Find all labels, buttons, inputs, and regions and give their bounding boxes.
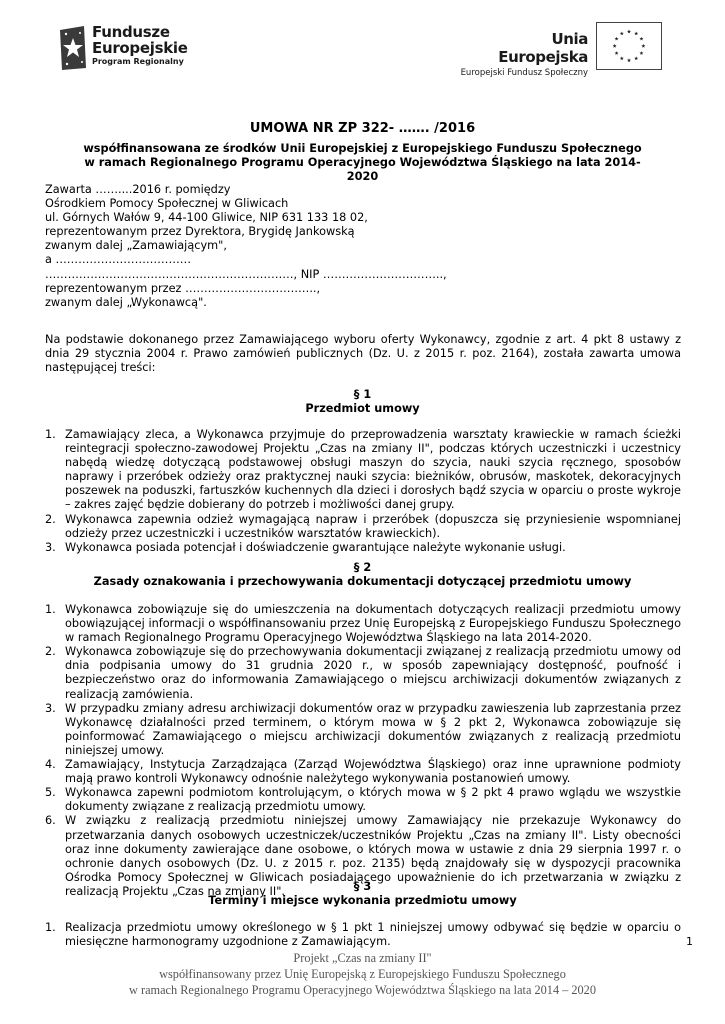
eu-star-icon bbox=[627, 58, 631, 62]
ue-logo-line1: Unia Europejska bbox=[498, 30, 588, 66]
fe-logo-line1: Fundusze bbox=[92, 23, 170, 41]
parties-line: reprezentowanym przez …………………………….., bbox=[45, 281, 321, 295]
eu-star-icon bbox=[634, 31, 638, 35]
page-number: 1 bbox=[686, 935, 693, 948]
eu-star-icon bbox=[620, 31, 624, 35]
parties-line: Ośrodkiem Pomocy Społecznej w Gliwicach bbox=[45, 197, 289, 211]
eu-star-icon bbox=[615, 37, 619, 41]
section-1-mark: § 1 bbox=[353, 388, 372, 401]
contract-subtitle: współfinansowana ze środków Unii Europejskiej z Europejskiego Funduszu Społecznego w ramach Regionalnego Programu Operacyjnego Województwa Śląskiego na lata 2014-2020 bbox=[83, 142, 642, 183]
eu-star-icon bbox=[634, 56, 638, 60]
section-3-list bbox=[45, 921, 681, 949]
eu-star-icon bbox=[620, 56, 624, 60]
parties-line: ul. Górnych Wałów 9, 44-100 Gliwice, NIP 631 133 18 02, bbox=[45, 211, 368, 225]
eu-star-icon bbox=[627, 30, 631, 34]
page-footer bbox=[0, 950, 725, 998]
fe-logo-line2: Europejskie bbox=[92, 39, 188, 57]
unia-europejska-logo bbox=[460, 22, 670, 78]
section-3-heading: Terminy i miejsce wykonania przedmiotu umowy bbox=[208, 894, 517, 907]
fe-star-icon bbox=[58, 24, 88, 72]
contract-title: UMOWA NR ZP 322- ……. /2016 bbox=[249, 121, 476, 136]
intro-paragraph: Na podstawie dokonanego przez Zamawiającego wyboru oferty Wykonawcy, zgodnie z art. 4 pkt 8 ustawy z dnia 29 stycznia 2004 r. Prawo zamówień publicznych (Dz. U. z 2015 r. poz. 2164), została zawarta umowa następującej treści: bbox=[45, 333, 681, 375]
section-1-list bbox=[45, 428, 681, 555]
eu-star-icon bbox=[639, 37, 643, 41]
list-item: 1. Realizacja przedmiotu umowy określonego w § 1 pkt 1 niniejszej umowy odbywać się będzie w oparciu o miesięczne harmonogramy uzgodnione z Zamawiającym. bbox=[45, 921, 681, 949]
footer-line: Projekt „Czas na zmiany II" bbox=[293, 951, 432, 965]
parties-line: …………………………………………………………, NIP ………………………….., bbox=[45, 267, 447, 281]
footer-line: współfinansowany przez Unię Europejską z Europejskiego Funduszu Społecznego bbox=[159, 967, 566, 981]
eu-star-icon bbox=[613, 44, 617, 48]
eu-star-icon bbox=[641, 44, 645, 48]
list-item: 2. Wykonawca zobowiązuje się do przechowywania dokumentacji związanej z realizacją przedmiotu umowy od dnia podpisania umowy do 31 grudnia 2020 r., w sposób zapewniający dostępność, poufność i bezpieczeństwo oraz do informowania Zamawiającego o miejscu archiwizacji dokumentów związanych z realizacją zamówienia. bbox=[45, 645, 681, 701]
footer-line: w ramach Regionalnego Programu Operacyjnego Województwa Śląskiego na lata 2014 – 2020 bbox=[129, 983, 596, 997]
list-item: 4. Zamawiający, Instytucja Zarządzająca (Zarząd Województwa Śląskiego) oraz inne uprawnione podmioty mają prawo kontroli Wykonawcy odnośnie należytego wykonywania postanowień umowy. bbox=[45, 758, 681, 786]
parties-line: zwanym dalej „Zamawiającym", bbox=[45, 239, 227, 253]
fe-logo-line3: Program Regionalny bbox=[92, 57, 184, 66]
section-2-list bbox=[45, 603, 681, 899]
parties-line: a ……………………………… bbox=[45, 253, 192, 267]
eu-star-icon bbox=[615, 51, 619, 55]
fundusze-europejskie-logo bbox=[58, 22, 188, 74]
list-item: 2. Wykonawca zapewnia odzież wymagającą napraw i przeróbek (dopuszcza się przyniesienie wspomnianej odzieży przez uczestniczki i uczestników warsztatów krawieckich). bbox=[45, 512, 681, 540]
list-item: 5. Wykonawca zapewni podmiotom kontrolującym, o których mowa w § 2 pkt 4 prawo wglądu we wszystkie dokumenty związane z realizacją przedmiotu umowy. bbox=[45, 786, 681, 814]
parties-line: Zawarta ……....2016 r. pomiędzy bbox=[45, 183, 231, 196]
parties-line: reprezentowanym przez Dyrektora, Brygidę Jankowską bbox=[45, 225, 355, 239]
section-1-heading: Przedmiot umowy bbox=[305, 402, 420, 415]
list-item: 1. Wykonawca zobowiązuje się do umieszczenia na dokumentach dotyczących realizacji przedmiotu umowy obowiązującej informacji o współfinansowaniu przez Unię Europejską z Europejskiego Funduszu Społecznego w ramach Regionalnego Programu Operacyjnego Województwa Śląskiego na lata 2014-2020. bbox=[45, 603, 681, 645]
section-3-mark: § 3 bbox=[353, 880, 372, 893]
parties-block bbox=[45, 183, 685, 310]
section-2-heading: Zasady oznakowania i przechowywania dokumentacji dotyczącej przedmiotu umowy bbox=[93, 575, 632, 588]
list-item: 6. W związku z realizacją przedmiotu niniejszej umowy Zamawiający nie przekazuje Wykonawcy do przetwarzania danych osobowych uczestniczek/uczestników Projektu „Czas na zmiany II". Listy obecności oraz inne dokumenty zawierające dane osobowe, o których mowa w ustawie z dnia 29 sierpnia 1997 r. o ochronie danych osobowych (Dz. U. z 2015 r. poz. 2135) będą znajdowały się w dyspozycji pracownika Ośrodka Pomocy Społecznej w Gliwicach posiadającego upoważnienie do ich przetwarzania w związku z realizacją Projektu „Czas na zmiany II". bbox=[45, 814, 681, 898]
eu-star-icon bbox=[639, 51, 643, 55]
eu-flag-icon bbox=[596, 22, 662, 70]
parties-line: zwanym dalej „Wykonawcą". bbox=[45, 295, 207, 309]
section-2-mark: § 2 bbox=[353, 561, 372, 574]
list-item: 1. Zamawiający zleca, a Wykonawca przyjmuje do przeprowadzenia warsztaty krawieckie w ramach ścieżki reintegracji społeczno-zawodowej Projektu „Czas na zmiany II", podczas których uczestniczki i uczestnicy nabędą wiedzę dotyczącą podstawowej obsługi maszyn do szycia, nauki szycia ręcznego, sposobów naprawy i przeróbek odzieży oraz praktycznej nauki szycia: bieżników, obrusów, maskotek, dekoracyjnych poszewek na poduszki, fartuszków kuchennych dla dzieci i dorosłych bądź szycia w oparciu o proste wykroje – zakres zajęć będzie dobierany do potrzeb i możliwości danej grupy. bbox=[45, 428, 681, 512]
list-item: 3. W przypadku zmiany adresu archiwizacji dokumentów oraz w przypadku zawieszenia lub zaprzestania przez Wykonawcę działalności przed terminem, o którym mowa w § 2 pkt 2, Wykonawca zobowiązuje się poinformować Zamawiającego o miejscu archiwizacji dokumentów związanych z realizacją przedmiotu niniejszej umowy. bbox=[45, 701, 681, 757]
list-item: 3. Wykonawca posiada potencjał i doświadczenie gwarantujące należyte wykonanie usługi. bbox=[45, 540, 566, 554]
ue-logo-line2: Europejski Fundusz Społeczny bbox=[460, 68, 588, 78]
